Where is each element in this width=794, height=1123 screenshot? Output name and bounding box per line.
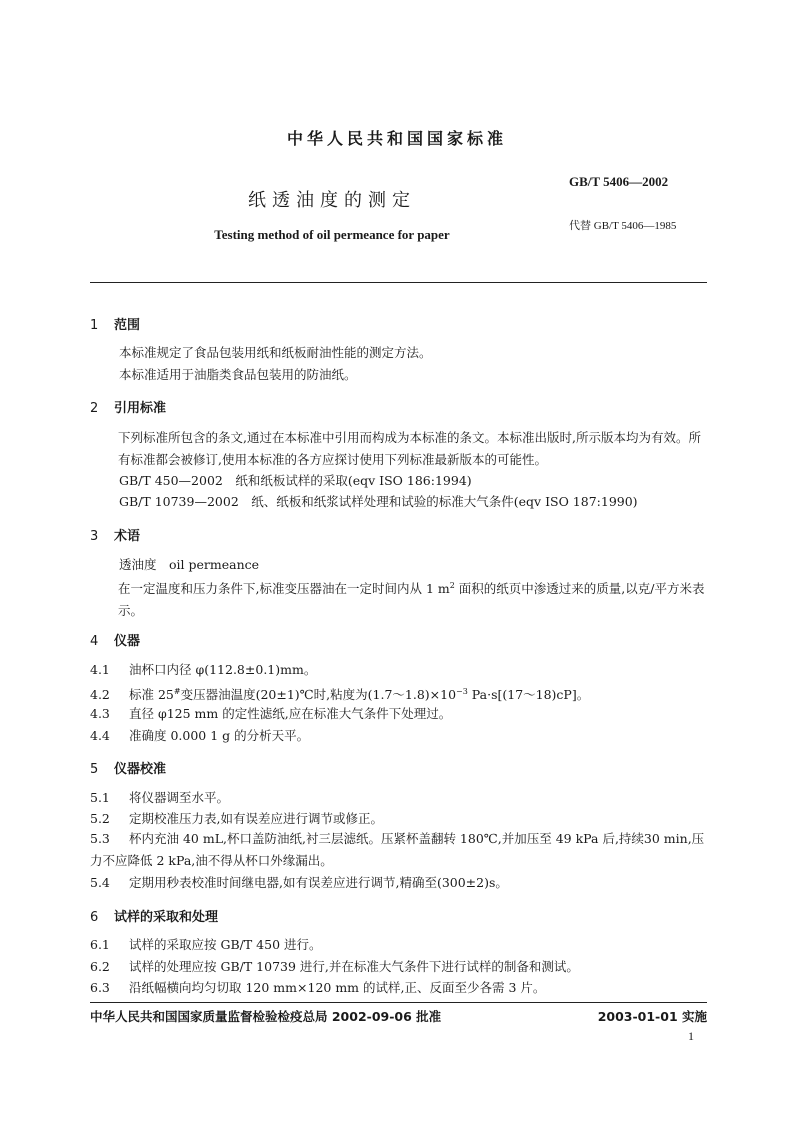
list-item-wrapped <box>90 828 707 872</box>
section-number: 3 <box>90 529 99 544</box>
section-4-heading <box>90 630 140 649</box>
item-text: 将仪器调至水平。 <box>129 790 230 805</box>
item-number: 5.3 <box>90 831 110 846</box>
item-number: 4.3 <box>90 706 110 721</box>
item-text: 准确度 0.000 1 g 的分析天平。 <box>129 728 310 743</box>
term-definition <box>90 575 707 622</box>
section-1-paragraph: 本标准规定了食品包装用纸和纸板耐油性能的测定方法。 <box>119 345 432 360</box>
replaces-standard: 代替 GB/T 5406—1985 <box>569 220 677 232</box>
effective-date: 2003-01-01 实施 <box>597 1009 707 1024</box>
reference-item: GB/T 10739—2002 纸、纸板和纸浆试样处理和试验的标准大气条件(eqv ISO 187:1990) <box>119 494 638 509</box>
section-number: 5 <box>90 762 99 777</box>
paragraph-text: 下列标准所包含的条文,通过在本标准中引用而构成为本标准的条文。本标准出版时,所示版本均为有效。所有标准都会被修订,使用本标准的各方应探讨使用下列标准最新版本的可能性。 <box>118 430 701 467</box>
section-title: 仪器校准 <box>114 762 167 777</box>
document-title: 纸透油度的测定 <box>248 190 416 211</box>
section-number: 1 <box>90 318 99 333</box>
item-number: 4.2 <box>90 687 110 703</box>
item-number: 4.4 <box>90 728 110 743</box>
item-text: 变压器油温度(20±1)℃时,粘度为(1.7～1.8)×10 <box>180 687 457 703</box>
item-number: 6.1 <box>90 937 110 952</box>
list-item <box>90 726 309 746</box>
section-number: 6 <box>90 910 99 925</box>
section-3-heading <box>90 525 140 544</box>
item-number: 5.2 <box>90 811 110 826</box>
superscript: 2 <box>449 581 455 590</box>
item-text: 定期校准压力表,如有误差应进行调节或修正。 <box>129 811 383 826</box>
section-6-heading <box>90 906 218 925</box>
item-number: 5.1 <box>90 790 110 805</box>
section-title: 试样的采取和处理 <box>114 910 219 925</box>
footer-divider <box>90 1002 707 1003</box>
list-item <box>90 788 229 808</box>
section-title: 范围 <box>114 318 141 333</box>
item-text: Pa·s[(17～18)cP]。 <box>467 687 590 703</box>
item-text: 直径 φ125 mm 的定性滤纸,应在标准大气条件下处理过。 <box>129 706 452 721</box>
section-number: 4 <box>90 634 99 649</box>
paragraph-text <box>90 575 707 622</box>
section-1-heading <box>90 314 140 333</box>
section-2-heading <box>90 397 166 416</box>
item-text: 试样的处理应按 GB/T 10739 进行,并在标准大气条件下进行试样的制备和测试。 <box>129 959 579 974</box>
standard-number: GB/T 5406—2002 <box>569 174 669 189</box>
list-item <box>90 978 545 998</box>
list-item <box>90 873 508 893</box>
list-item <box>90 957 579 977</box>
list-item <box>90 935 322 955</box>
item-text: 沿纸幅横向均匀切取 120 mm×120 mm 的试样,正、反面至少各需 3 片。 <box>129 980 546 995</box>
list-item <box>90 660 316 680</box>
national-standard-title: 中华人民共和国国家标准 <box>286 129 507 148</box>
header-divider <box>90 282 707 283</box>
item-text: 标准 25 <box>129 687 174 703</box>
list-item <box>90 704 451 724</box>
section-title: 仪器 <box>114 634 141 649</box>
section-number: 2 <box>90 401 99 416</box>
item-number: 6.3 <box>90 980 110 995</box>
page-number: 1 <box>688 1029 694 1043</box>
superscript: # <box>173 687 181 696</box>
item-text: 试样的采取应按 GB/T 450 进行。 <box>129 937 322 952</box>
item-text: 油杯口内径 φ(112.8±0.1)mm。 <box>129 662 317 677</box>
item-number: 5.4 <box>90 875 110 890</box>
section-2-paragraph <box>90 427 707 471</box>
section-1-paragraph: 本标准适用于油脂类食品包装用的防油纸。 <box>119 367 357 382</box>
reference-item: GB/T 450—2002 纸和纸板试样的采取(eqv ISO 186:1994) <box>119 473 472 488</box>
section-title: 引用标准 <box>114 401 167 416</box>
document-title-english: Testing method of oil permeance for paper <box>214 227 450 242</box>
section-5-heading <box>90 758 166 777</box>
list-item <box>90 809 383 829</box>
superscript: −3 <box>456 687 468 696</box>
definition-text: 面积的纸页中渗透过来的质量,以克/平方米表示。 <box>118 581 705 619</box>
section-title: 术语 <box>114 529 141 544</box>
item-text: 定期用秒表校准时间继电器,如有误差应进行调节,精确至(300±2)s。 <box>129 875 508 890</box>
term-entry: 透油度 oil permeance <box>119 557 260 572</box>
item-number: 6.2 <box>90 959 110 974</box>
item-number: 4.1 <box>90 662 110 677</box>
definition-text: 在一定温度和压力条件下,标准变压器油在一定时间内从 1 m <box>118 581 450 597</box>
item-text: 杯内充油 40 mL,杯口盖防油纸,衬三层滤纸。压紧杯盖翻转 180℃,并加压至 49 kPa 后,持续30 min,压力不应降低 2 kPa,油不得从杯口外缘漏出。 <box>90 831 705 868</box>
approval-statement: 中华人民共和国国家质量监督检验检疫总局 2002-09-06 批准 <box>90 1009 442 1024</box>
list-item <box>90 682 589 705</box>
